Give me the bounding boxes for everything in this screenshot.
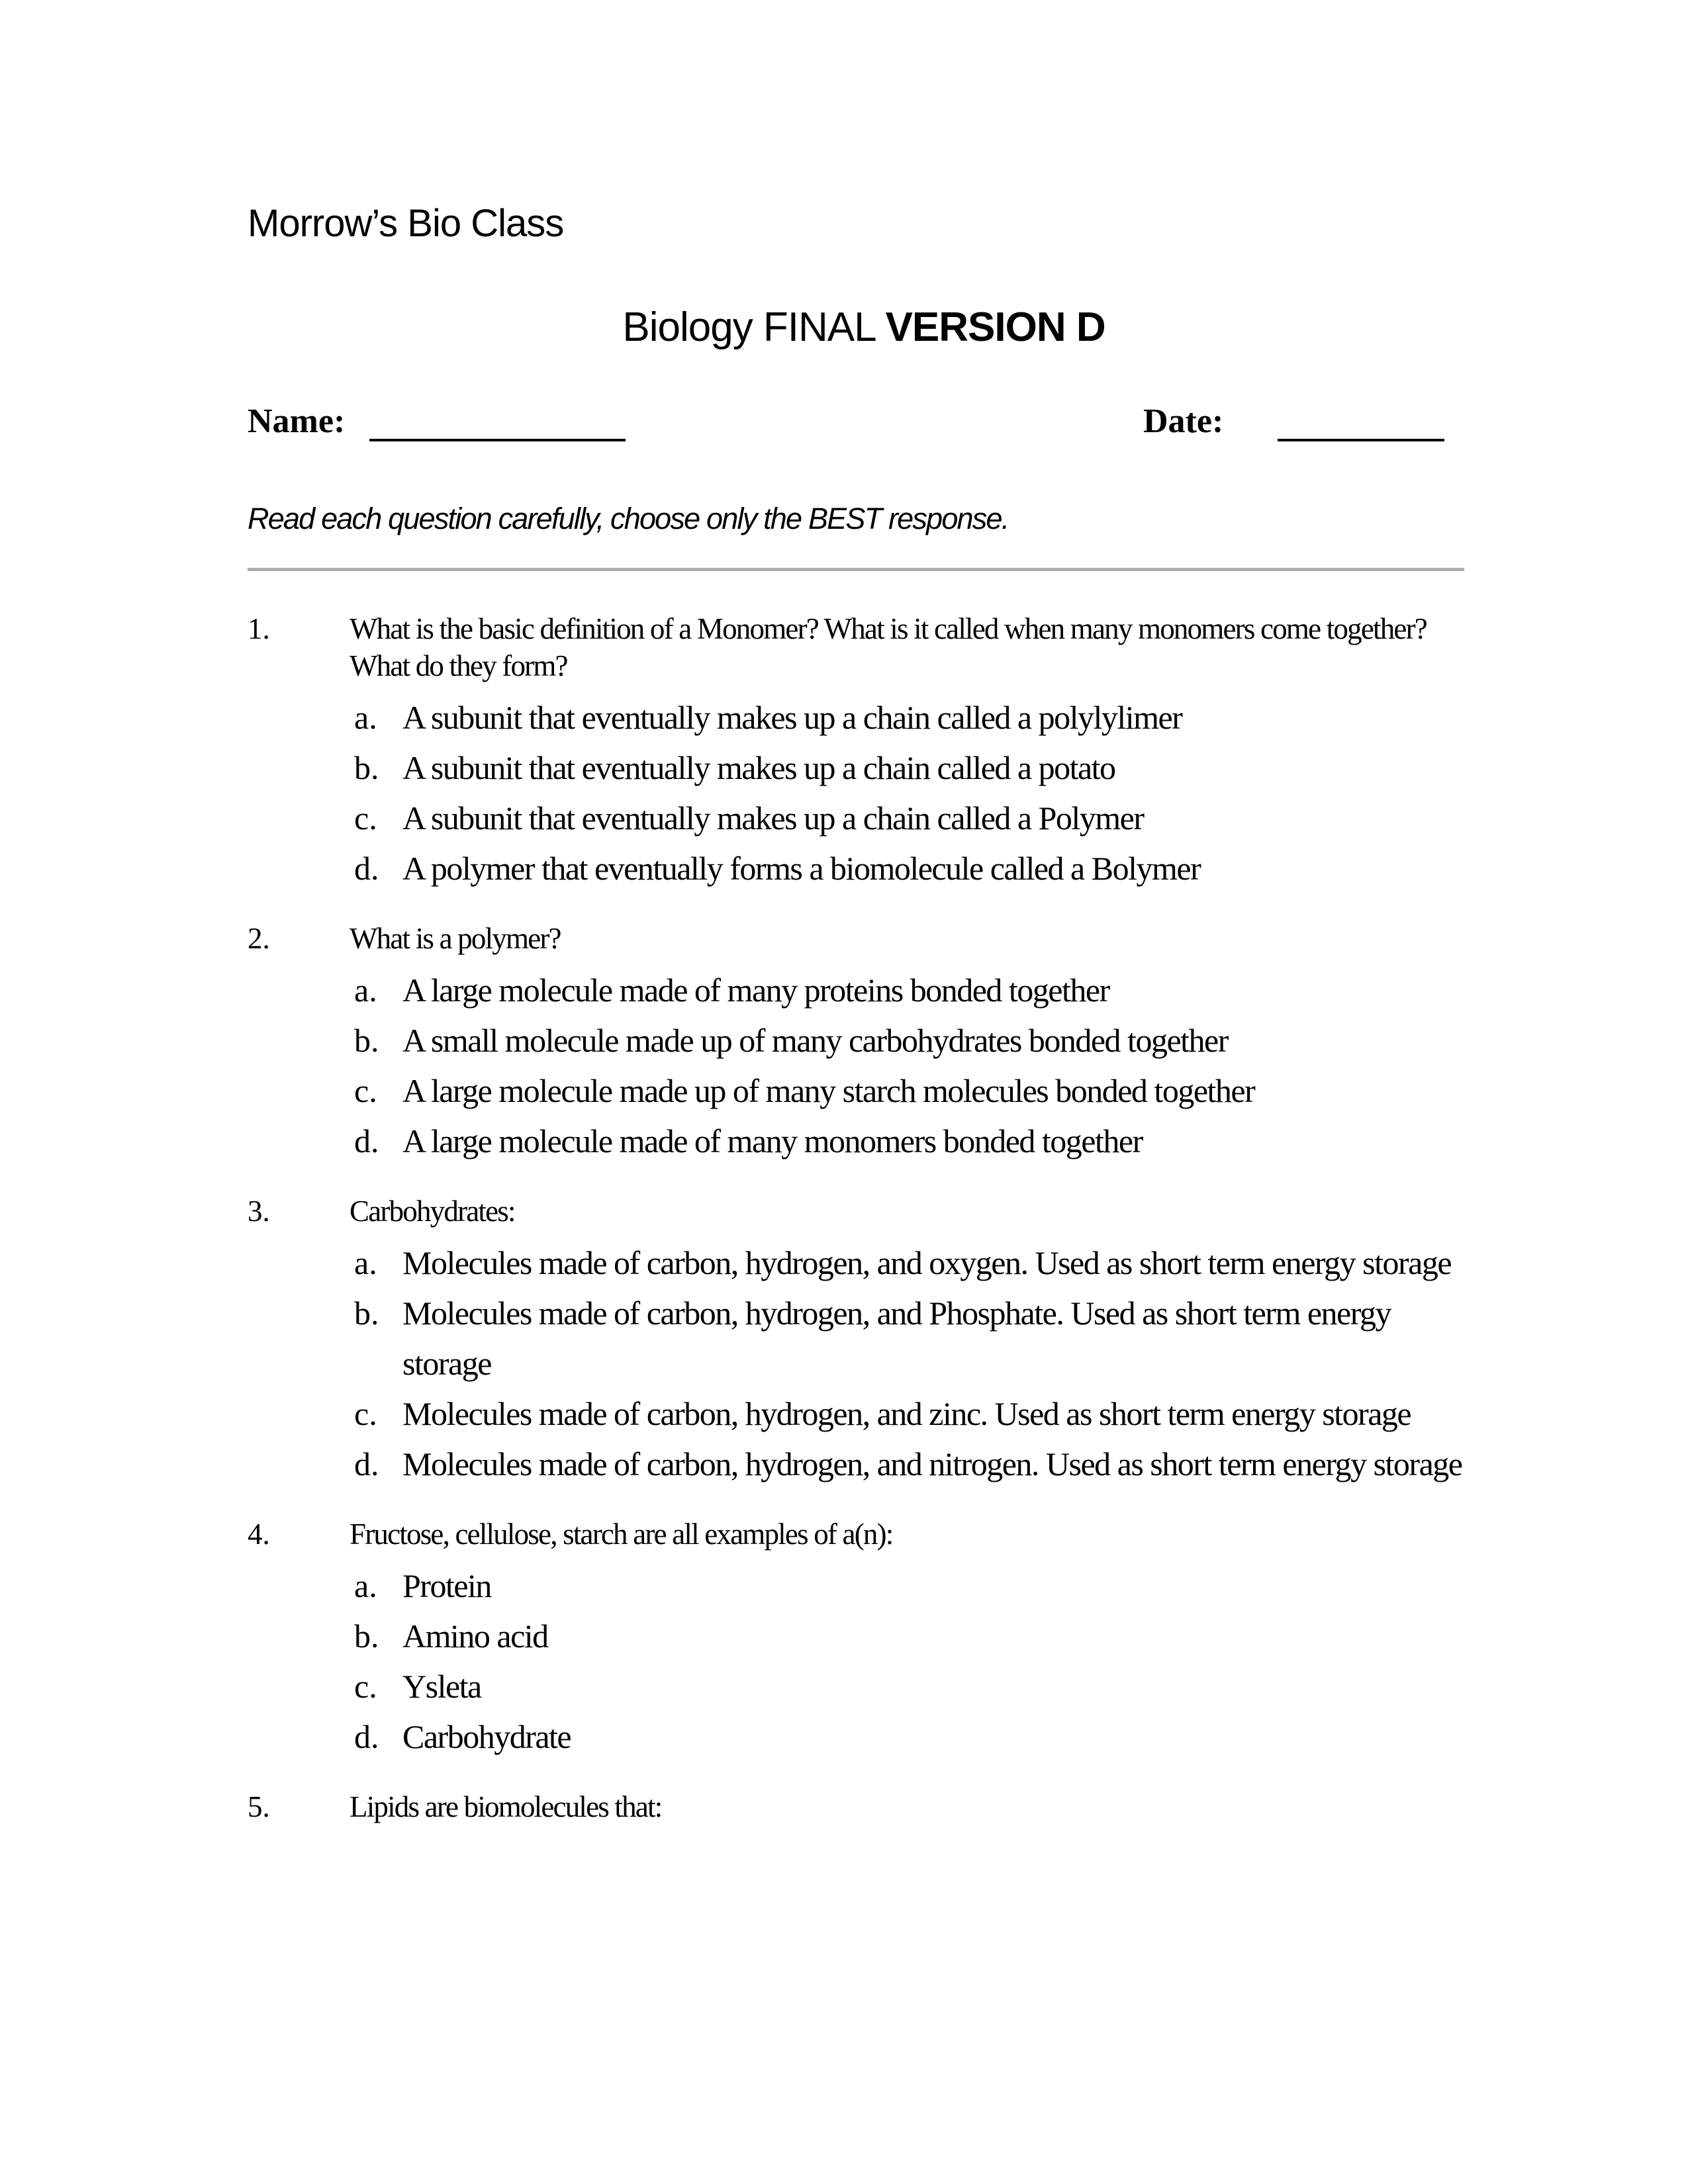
question-number: 1. (248, 612, 270, 645)
option-text: A subunit that eventually makes up a chain called a polylylimer (402, 699, 1182, 736)
question-list (248, 610, 1480, 1825)
option-item (354, 1066, 1480, 1116)
question-head (248, 1193, 1480, 1230)
option-text: Molecules made of carbon, hydrogen, and Phosphate. Used as short term energy storage (402, 1295, 1391, 1382)
option-item (354, 1439, 1480, 1489)
question-item-5 (248, 1788, 1480, 1825)
option-letter: b. (354, 1617, 379, 1655)
name-blank-line (369, 439, 626, 441)
option-letter: d. (354, 1718, 379, 1755)
option-list (354, 965, 1480, 1166)
question-number: 3. (248, 1195, 270, 1228)
exam-title-version: VERSION D (885, 304, 1105, 350)
option-item (354, 1661, 1480, 1711)
option-item (354, 692, 1480, 743)
option-list (354, 1238, 1480, 1489)
question-number: 4. (248, 1518, 270, 1551)
option-item (354, 843, 1480, 893)
question-text: What is the basic definition of a Monomer? What is it called when many monomers come together? What do they form? (350, 612, 1427, 682)
option-letter: d. (354, 1122, 379, 1160)
question-text: Lipids are biomolecules that: (350, 1790, 662, 1823)
option-text: A large molecule made up of many starch molecules bonded together (402, 1072, 1255, 1109)
question-head (248, 1788, 1480, 1825)
option-letter: a. (354, 1567, 377, 1604)
question-item-3 (248, 1193, 1480, 1489)
question-text: What is a polymer? (350, 922, 561, 955)
option-letter: b. (354, 1295, 379, 1332)
exam-title-regular: Biology FINAL (622, 304, 886, 350)
option-letter: b. (354, 1022, 379, 1059)
option-letter: c. (354, 1072, 377, 1109)
option-text: Amino acid (402, 1617, 548, 1655)
option-letter: c. (354, 1395, 377, 1432)
option-letter: a. (354, 1244, 377, 1281)
question-item-2 (248, 920, 1480, 1166)
option-item (354, 1561, 1480, 1611)
option-text: A small molecule made up of many carbohydrates bonded together (402, 1022, 1228, 1059)
option-item (354, 1388, 1480, 1439)
exam-title (248, 304, 1480, 351)
option-text: Ysleta (402, 1668, 481, 1705)
option-item (354, 965, 1480, 1015)
option-list (354, 1561, 1480, 1762)
option-letter: c. (354, 799, 377, 837)
option-text: Molecules made of carbon, hydrogen, and nitrogen. Used as short term energy storage (402, 1445, 1462, 1482)
question-text: Fructose, cellulose, starch are all examples of a(n): (350, 1518, 893, 1551)
question-number: 2. (248, 922, 270, 955)
option-item (354, 1116, 1480, 1166)
date-blank-line (1278, 439, 1444, 441)
option-text: A large molecule made of many proteins bonded together (402, 972, 1109, 1009)
option-item (354, 793, 1480, 843)
name-date-row (248, 399, 1480, 444)
option-text: Carbohydrate (402, 1718, 571, 1755)
class-name-heading: Morrow’s Bio Class (248, 202, 564, 245)
section-divider (248, 568, 1464, 571)
question-text: Carbohydrates: (350, 1195, 515, 1228)
option-text: Molecules made of carbon, hydrogen, and zinc. Used as short term energy storage (402, 1395, 1411, 1432)
option-text: Molecules made of carbon, hydrogen, and oxygen. Used as short term energy storage (402, 1244, 1452, 1281)
name-label: Name: (248, 402, 346, 440)
option-item (354, 1711, 1480, 1762)
option-text: A subunit that eventually makes up a chain called a Polymer (402, 799, 1144, 837)
option-text: A polymer that eventually forms a biomolecule called a Bolymer (402, 850, 1201, 887)
question-item-1 (248, 610, 1480, 893)
question-number: 5. (248, 1790, 270, 1823)
option-text: A large molecule made of many monomers bonded together (402, 1122, 1143, 1160)
option-item (354, 1238, 1480, 1288)
question-head (248, 1516, 1480, 1553)
option-letter: c. (354, 1668, 377, 1705)
option-letter: d. (354, 1445, 379, 1482)
question-head (248, 610, 1480, 684)
option-text: Protein (402, 1567, 491, 1604)
option-list (354, 692, 1480, 893)
page-content (248, 0, 1480, 1833)
option-item (354, 1015, 1480, 1066)
option-letter: a. (354, 699, 377, 736)
question-item-4 (248, 1516, 1480, 1762)
date-label: Date: (1143, 402, 1224, 440)
option-item (354, 1288, 1480, 1388)
option-letter: a. (354, 972, 377, 1009)
option-text: A subunit that eventually makes up a chain called a potato (402, 749, 1115, 786)
question-head (248, 920, 1480, 957)
option-letter: b. (354, 749, 379, 786)
instructions-text: Read each question carefully, choose only the BEST response. (248, 502, 1009, 535)
option-item (354, 1611, 1480, 1661)
option-letter: d. (354, 850, 379, 887)
option-item (354, 743, 1480, 793)
